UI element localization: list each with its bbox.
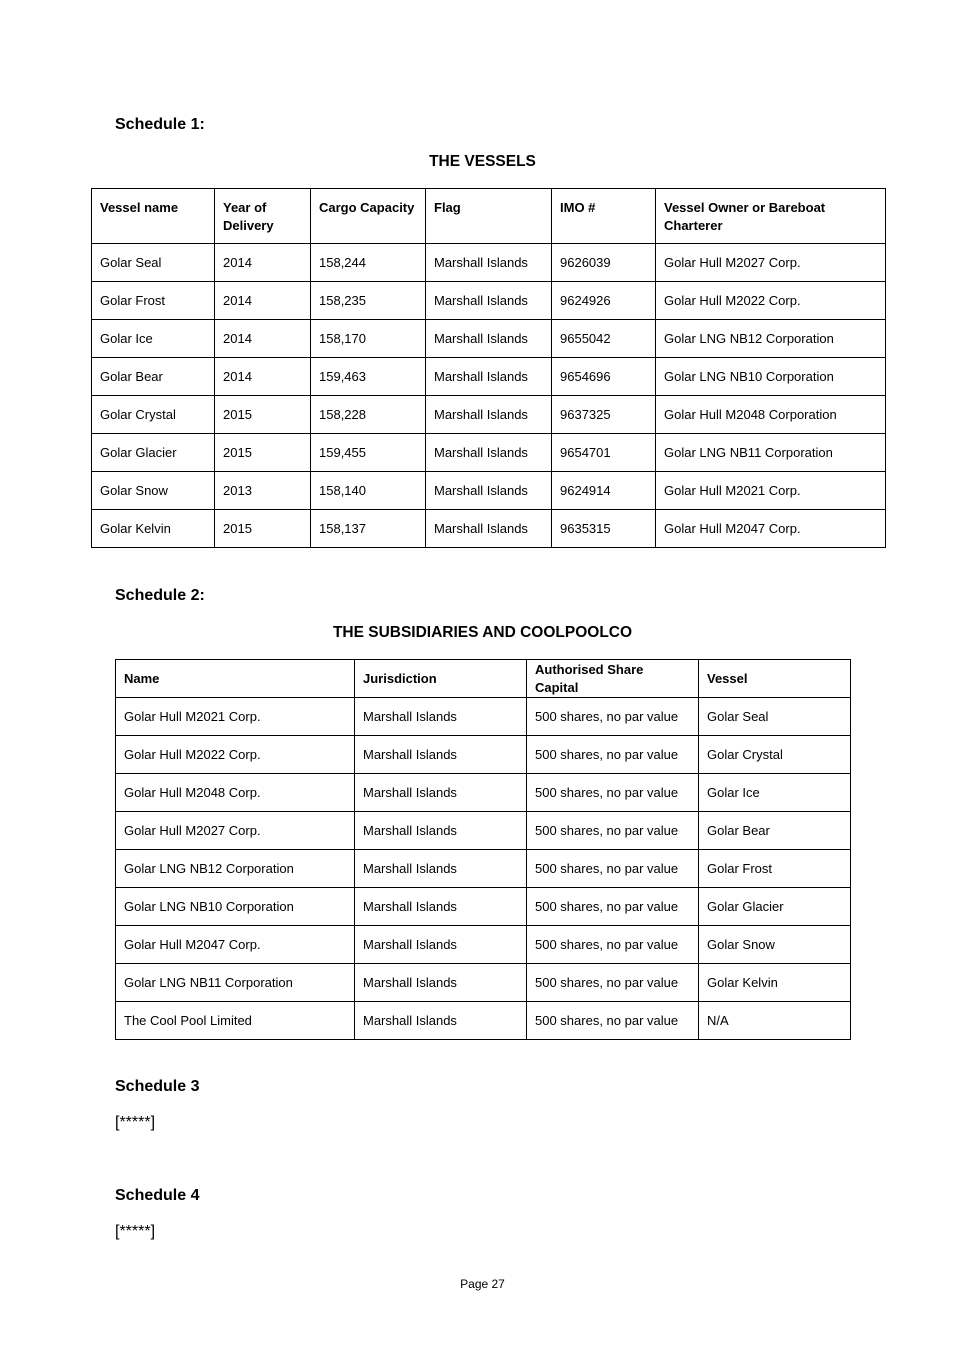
table-cell: 158,235: [311, 282, 426, 320]
column-header: IMO #: [552, 189, 656, 244]
vessels-table: [91, 188, 886, 548]
table-cell: Marshall Islands: [355, 1002, 527, 1040]
table-cell: 2014: [215, 358, 311, 396]
table-cell: 158,228: [311, 396, 426, 434]
table-cell: Marshall Islands: [426, 434, 552, 472]
table-cell: 500 shares, no par value: [527, 1002, 699, 1040]
table-row: [92, 282, 886, 320]
schedule-2-heading: Schedule 2:: [115, 587, 205, 604]
table-cell: Golar Hull M2022 Corp.: [656, 282, 886, 320]
table-cell: 158,137: [311, 510, 426, 548]
table-cell: Golar LNG NB11 Corporation: [656, 434, 886, 472]
table-cell: Golar Bear: [92, 358, 215, 396]
table-cell: 2015: [215, 510, 311, 548]
table-row: [92, 472, 886, 510]
table-cell: 159,463: [311, 358, 426, 396]
table-cell: Golar Crystal: [699, 736, 851, 774]
table-cell: 2014: [215, 282, 311, 320]
table-cell: Golar Hull M2047 Corp.: [116, 926, 355, 964]
table-cell: 9654701: [552, 434, 656, 472]
subsidiaries-header-row: [116, 660, 851, 698]
table-cell: Golar LNG NB10 Corporation: [656, 358, 886, 396]
table-cell: Golar LNG NB12 Corporation: [656, 320, 886, 358]
table-row: [116, 812, 851, 850]
column-header: Name: [116, 660, 355, 698]
table-cell: Marshall Islands: [355, 850, 527, 888]
table-cell: 2014: [215, 320, 311, 358]
table-cell: 500 shares, no par value: [527, 736, 699, 774]
vessels-title: THE VESSELS: [429, 153, 536, 170]
column-header: Vessel: [699, 660, 851, 698]
table-cell: Golar Glacier: [699, 888, 851, 926]
table-cell: Golar LNG NB11 Corporation: [116, 964, 355, 1002]
table-row: [116, 964, 851, 1002]
table-cell: 500 shares, no par value: [527, 964, 699, 1002]
table-cell: Marshall Islands: [426, 472, 552, 510]
table-cell: Marshall Islands: [355, 774, 527, 812]
table-cell: Golar Kelvin: [699, 964, 851, 1002]
column-header: Vessel name: [92, 189, 215, 244]
table-cell: Marshall Islands: [426, 282, 552, 320]
table-cell: Marshall Islands: [355, 698, 527, 736]
table-cell: Golar Kelvin: [92, 510, 215, 548]
table-cell: 2015: [215, 434, 311, 472]
page-number: Page 27: [460, 1277, 505, 1291]
table-cell: Golar Seal: [699, 698, 851, 736]
vessels-header-row: [92, 189, 886, 244]
table-cell: Marshall Islands: [426, 244, 552, 282]
table-cell: Golar Ice: [92, 320, 215, 358]
schedule-4-content: [*****]: [115, 1223, 156, 1240]
table-cell: 500 shares, no par value: [527, 698, 699, 736]
table-cell: 9637325: [552, 396, 656, 434]
table-cell: 9624914: [552, 472, 656, 510]
table-row: [116, 1002, 851, 1040]
column-header: Authorised Share Capital: [527, 660, 699, 698]
table-cell: 158,140: [311, 472, 426, 510]
table-cell: Golar LNG NB10 Corporation: [116, 888, 355, 926]
table-cell: Marshall Islands: [355, 888, 527, 926]
table-cell: Golar Frost: [699, 850, 851, 888]
schedule-3-content: [*****]: [115, 1114, 156, 1131]
table-cell: 158,170: [311, 320, 426, 358]
table-cell: Golar Bear: [699, 812, 851, 850]
table-cell: Golar LNG NB12 Corporation: [116, 850, 355, 888]
table-cell: Golar Seal: [92, 244, 215, 282]
table-cell: Golar Crystal: [92, 396, 215, 434]
table-cell: 158,244: [311, 244, 426, 282]
table-cell: 500 shares, no par value: [527, 850, 699, 888]
table-cell: Golar Hull M2022 Corp.: [116, 736, 355, 774]
table-row: [116, 850, 851, 888]
table-cell: Golar Hull M2021 Corp.: [116, 698, 355, 736]
table-cell: Marshall Islands: [426, 396, 552, 434]
table-cell: Marshall Islands: [426, 510, 552, 548]
table-row: [116, 736, 851, 774]
table-cell: Golar Hull M2027 Corp.: [116, 812, 355, 850]
table-row: [92, 396, 886, 434]
table-cell: 500 shares, no par value: [527, 926, 699, 964]
table-cell: 2014: [215, 244, 311, 282]
subsidiaries-title: THE SUBSIDIARIES AND COOLPOOLCO: [332, 624, 633, 641]
table-row: [116, 774, 851, 812]
column-header: Flag: [426, 189, 552, 244]
table-cell: Golar Hull M2048 Corporation: [656, 396, 886, 434]
table-cell: Marshall Islands: [355, 736, 527, 774]
table-cell: 2013: [215, 472, 311, 510]
table-cell: Golar Hull M2021 Corp.: [656, 472, 886, 510]
column-header: Vessel Owner or Bareboat Charterer: [656, 189, 886, 244]
table-cell: 9626039: [552, 244, 656, 282]
table-cell: Golar Ice: [699, 774, 851, 812]
schedule-3-heading: Schedule 3: [115, 1078, 200, 1095]
table-cell: 2015: [215, 396, 311, 434]
table-cell: The Cool Pool Limited: [116, 1002, 355, 1040]
table-row: [92, 510, 886, 548]
column-header: Jurisdiction: [355, 660, 527, 698]
schedule-1-heading: Schedule 1:: [115, 116, 205, 133]
column-header: Year of Delivery: [215, 189, 311, 244]
table-cell: 9654696: [552, 358, 656, 396]
table-row: [116, 926, 851, 964]
table-cell: Golar Hull M2027 Corp.: [656, 244, 886, 282]
table-row: [92, 434, 886, 472]
table-cell: Marshall Islands: [426, 320, 552, 358]
table-cell: Marshall Islands: [426, 358, 552, 396]
table-cell: Marshall Islands: [355, 964, 527, 1002]
table-cell: Marshall Islands: [355, 812, 527, 850]
table-cell: Golar Snow: [92, 472, 215, 510]
table-cell: 9624926: [552, 282, 656, 320]
table-cell: 9635315: [552, 510, 656, 548]
subsidiaries-table: [115, 659, 851, 1040]
table-row: [116, 698, 851, 736]
table-cell: 500 shares, no par value: [527, 774, 699, 812]
table-cell: 500 shares, no par value: [527, 812, 699, 850]
table-cell: Golar Snow: [699, 926, 851, 964]
table-cell: Golar Hull M2048 Corp.: [116, 774, 355, 812]
table-cell: 159,455: [311, 434, 426, 472]
table-cell: 500 shares, no par value: [527, 888, 699, 926]
table-cell: Golar Hull M2047 Corp.: [656, 510, 886, 548]
table-cell: Marshall Islands: [355, 926, 527, 964]
table-row: [116, 888, 851, 926]
table-cell: 9655042: [552, 320, 656, 358]
table-row: [92, 320, 886, 358]
column-header: Cargo Capacity: [311, 189, 426, 244]
table-cell: N/A: [699, 1002, 851, 1040]
table-cell: Golar Glacier: [92, 434, 215, 472]
table-row: [92, 244, 886, 282]
table-row: [92, 358, 886, 396]
schedule-4-heading: Schedule 4: [115, 1187, 200, 1204]
table-cell: Golar Frost: [92, 282, 215, 320]
